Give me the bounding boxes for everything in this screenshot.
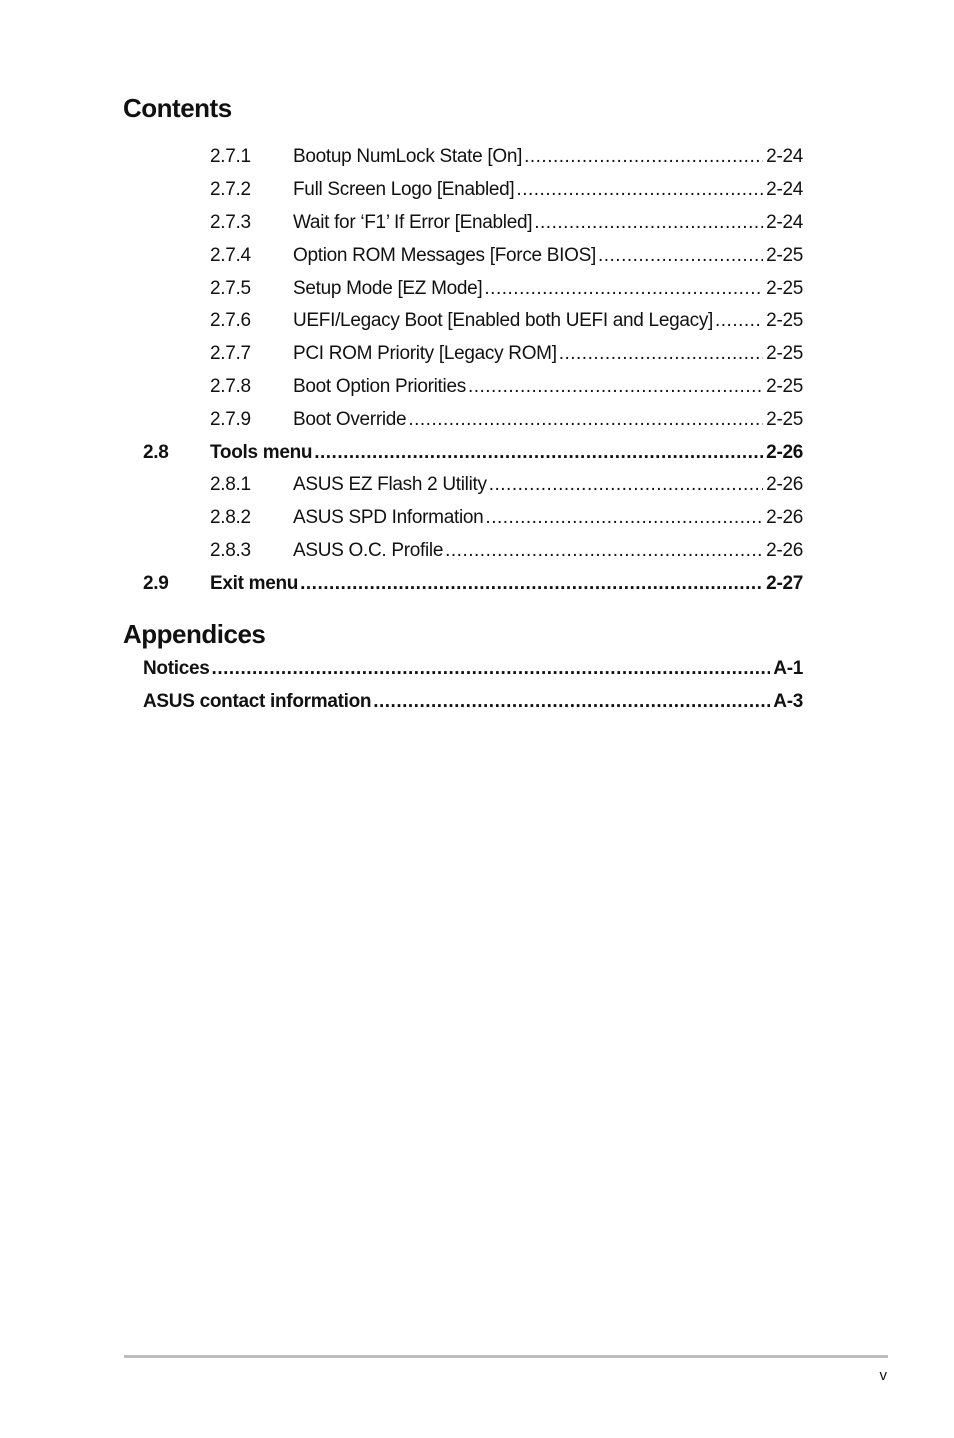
toc-leader-dots (534, 211, 763, 235)
toc-leader-dots (485, 506, 763, 530)
toc-leader-dots (300, 572, 763, 596)
toc-section-title: Exit menu (210, 573, 299, 594)
toc-entry-page: 2-25 (766, 376, 803, 397)
toc-entry-number: 2.7.1 (210, 146, 251, 167)
toc-entry-title: Boot Override (293, 409, 407, 430)
toc-entry-page: 2-24 (766, 179, 803, 200)
toc-leader-dots (373, 690, 770, 714)
toc-entry[interactable] (210, 244, 803, 268)
toc-entry[interactable] (210, 506, 803, 530)
toc-entry-title: Option ROM Messages [Force BIOS] (293, 245, 596, 266)
toc-entry-number: 2.7.4 (210, 245, 251, 266)
toc-entry-title: Full Screen Logo [Enabled] (293, 179, 515, 200)
toc-entry-page: 2-26 (766, 474, 803, 495)
toc-entry-title: Setup Mode [EZ Mode] (293, 278, 483, 299)
toc-entry-number: 2.7.2 (210, 179, 251, 200)
toc-leader-dots (484, 277, 763, 301)
toc-leader-dots (468, 375, 763, 399)
toc-section-number: 2.8 (143, 442, 169, 463)
toc-section[interactable] (143, 572, 803, 596)
toc-entry-number: 2.8.2 (210, 507, 251, 528)
toc-appendix[interactable] (143, 657, 803, 681)
toc-entry[interactable] (210, 375, 803, 399)
toc-appendix-title: ASUS contact information (143, 691, 372, 712)
toc-entry-number: 2.8.3 (210, 540, 251, 561)
toc-entry-number: 2.7.3 (210, 212, 251, 233)
toc-entry-number: 2.7.5 (210, 278, 251, 299)
toc-appendix-title: Notices (143, 658, 210, 679)
toc-entry-page: 2-24 (766, 212, 803, 233)
appendices-heading: Appendices (123, 619, 266, 649)
toc-entry-number: 2.7.8 (210, 376, 251, 397)
toc-appendix-page: A-3 (773, 691, 803, 712)
toc-entry[interactable] (210, 277, 803, 301)
toc-leader-dots (314, 441, 763, 465)
toc-entry-title: UEFI/Legacy Boot [Enabled both UEFI and Legacy] (293, 310, 713, 331)
toc-leader-dots (489, 473, 763, 497)
toc-entry[interactable] (210, 178, 803, 202)
toc-appendix-page: A-1 (773, 658, 803, 679)
toc-leader-dots (212, 657, 771, 681)
toc-section-page: 2-26 (766, 442, 803, 463)
toc-section-number: 2.9 (143, 573, 169, 594)
toc-entry-page: 2-25 (766, 245, 803, 266)
toc-entry[interactable] (210, 539, 803, 563)
toc-section[interactable] (143, 441, 803, 465)
toc-entry-title: ASUS SPD Information (293, 507, 484, 528)
toc-entry-page: 2-25 (766, 310, 803, 331)
toc-entry-number: 2.7.6 (210, 310, 251, 331)
toc-entry[interactable] (210, 408, 803, 432)
toc-section-page: 2-27 (766, 573, 803, 594)
toc-entry-number: 2.8.1 (210, 474, 251, 495)
page-number: v (879, 1367, 887, 1384)
toc-leader-dots (559, 342, 763, 366)
footer-divider (124, 1355, 888, 1358)
toc-section-title: Tools menu (210, 442, 313, 463)
toc-entry-title: PCI ROM Priority [Legacy ROM] (293, 343, 557, 364)
toc-entry[interactable] (210, 342, 803, 366)
toc-entry-page: 2-25 (766, 409, 803, 430)
toc-entry-page: 2-26 (766, 540, 803, 561)
toc-entry-number: 2.7.7 (210, 343, 251, 364)
toc-entry-number: 2.7.9 (210, 409, 251, 430)
toc-entry-title: Wait for ‘F1’ If Error [Enabled] (293, 212, 533, 233)
toc-entry[interactable] (210, 309, 803, 333)
toc-leader-dots (715, 309, 763, 333)
toc-entry-title: Boot Option Priorities (293, 376, 466, 397)
toc-entry-title: ASUS EZ Flash 2 Utility (293, 474, 487, 495)
toc-leader-dots (598, 244, 763, 268)
toc-leader-dots (445, 539, 763, 563)
toc-entry-page: 2-25 (766, 278, 803, 299)
toc-entry-page: 2-26 (766, 507, 803, 528)
toc-leader-dots (524, 145, 763, 169)
toc-appendix[interactable] (143, 690, 803, 714)
toc-entry[interactable] (210, 211, 803, 235)
contents-heading: Contents (123, 93, 232, 123)
toc-entry-page: 2-25 (766, 343, 803, 364)
toc-entry[interactable] (210, 145, 803, 169)
toc-entry-page: 2-24 (766, 146, 803, 167)
toc-leader-dots (408, 408, 763, 432)
toc-entry-title: Bootup NumLock State [On] (293, 146, 523, 167)
toc-leader-dots (516, 178, 763, 202)
toc-entry-title: ASUS O.C. Profile (293, 540, 444, 561)
toc-entry[interactable] (210, 473, 803, 497)
